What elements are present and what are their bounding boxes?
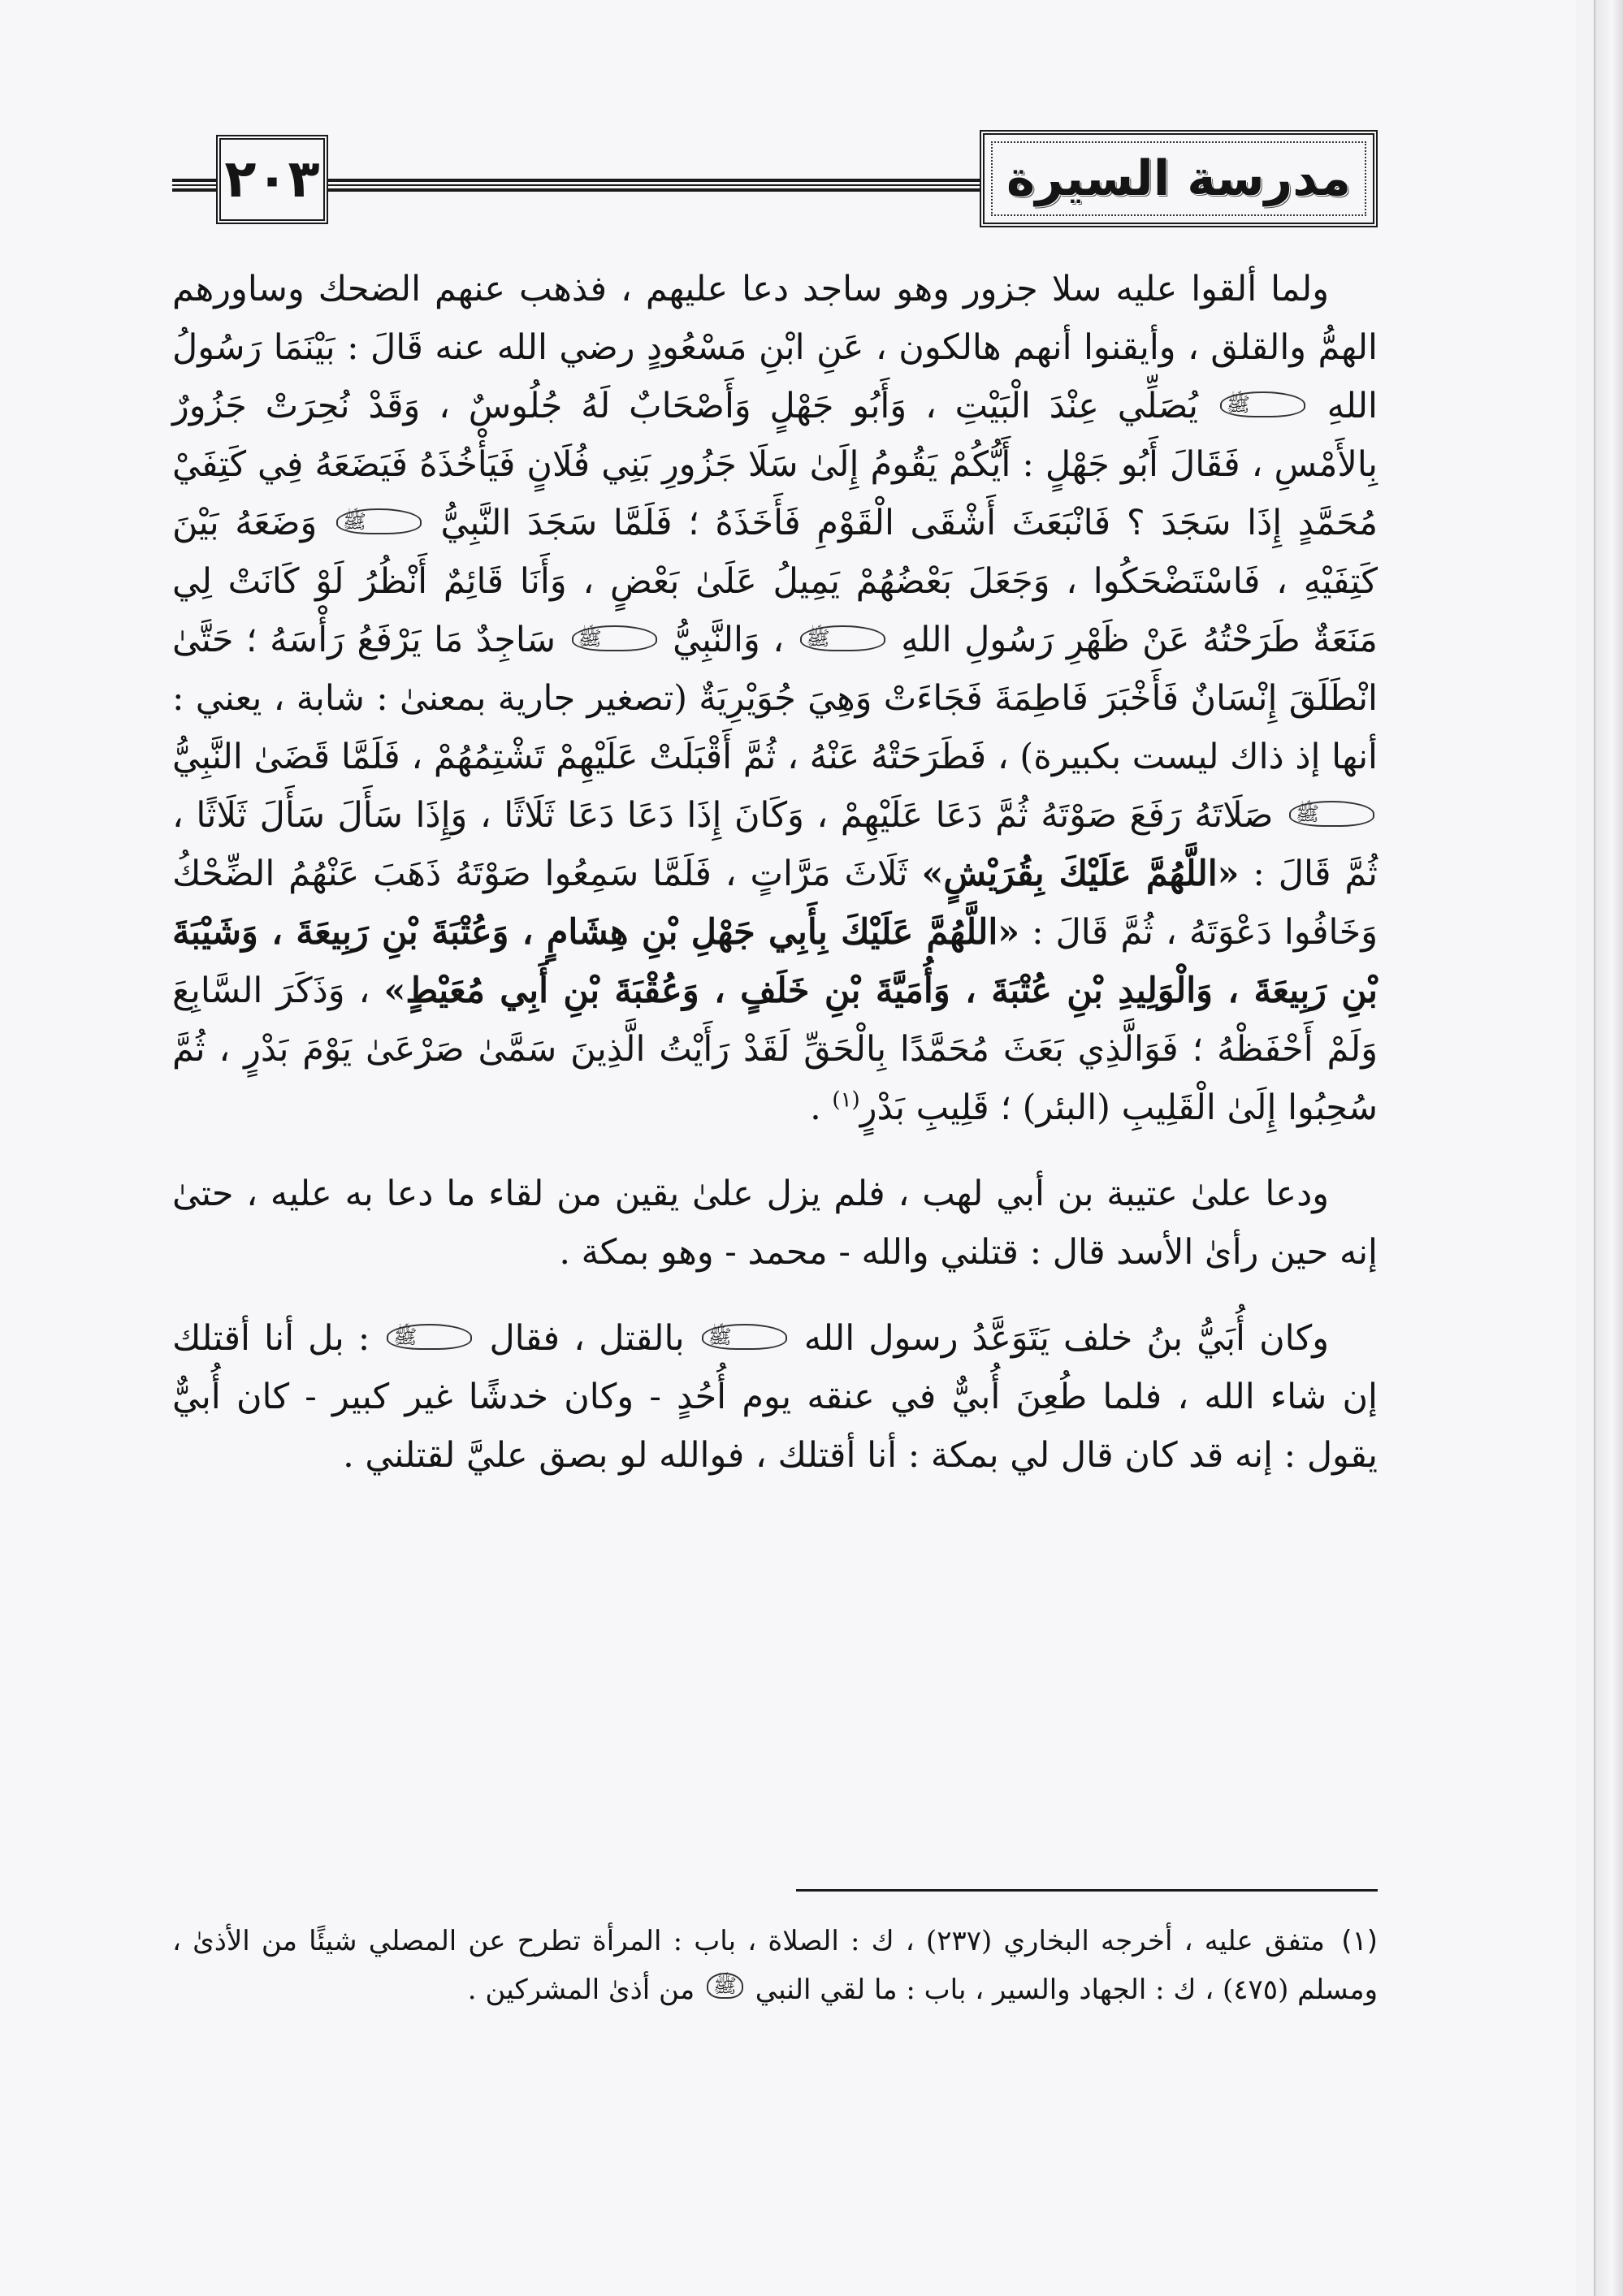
prayer-names-quote: «اللَّهُمَّ عَلَيْكَ بِأَبِي جَهْلِ بْنِ هِشَامٍ ، وَعُتْبَةَ بْنِ رَبِيعَةَ ، وَشَيْبَةَ بْنِ رَبِيعَةَ ، وَالْوَلِيدِ بْنِ عُتْبَةَ ، وَأُمَيَّةَ بْنِ خَلَفٍ ، وَعُقْبَةَ بْنِ أَبِي مُعَيْطٍ»	[172, 912, 1378, 1011]
footnote-reference[interactable]: (١)	[832, 1087, 860, 1113]
salutation-icon: ﷺ	[1289, 801, 1374, 827]
page-edge	[1594, 0, 1623, 2296]
running-title: مدرسة السيرة	[1006, 150, 1351, 207]
page-number-frame	[216, 135, 328, 224]
paragraph-ubayy: وكان أُبَيُّ بنُ خلف يَتَوَعَّدُ رسول الله ﷺ بالقتل ، فقال ﷺ : بل أنا أقتلك إن شاء الله ، فلما طُعِنَ أُبيٌّ في عنقه يوم أُحُدٍ - وكان خدشًا غير كبير - كان أُبيٌّ يقول : إنه قد كان قال لي بمكة : أنا أقتلك ، فوالله لو بصق عليَّ لقتلني .	[172, 1318, 1378, 1476]
page-header	[172, 122, 1378, 227]
salutation-icon: ﷺ	[387, 1324, 472, 1350]
paragraph-hadith: ولما ألقوا عليه سلا جزور وهو ساجد دعا عليهم ، فذهب عنهم الضحك وساورهم الهمُّ والقلق ، وأيقنوا أنهم هالكون ، عَنِ ابْنِ مَسْعُودٍ رضي الله عنه قَالَ : بَيْنَمَا رَسُولُ اللهِ ﷺ يُصَلِّي عِنْدَ الْبَيْتِ ، وَأَبُو جَهْلٍ وَأَصْحَابٌ لَهُ جُلُوسٌ ، وَقَدْ نُحِرَتْ جَزُورٌ بِالأَمْسِ ، فَقَالَ أَبُو جَهْلٍ : أَيُّكُمْ يَقُومُ إِلَىٰ سَلَا جَزُورِ بَنِي فُلَانٍ فَيَأْخُذَهُ فَيَضَعَهُ فِي كَتِفَيْ مُحَمَّدٍ إِذَا سَجَدَ ؟ فَانْبَعَثَ أَشْقَى الْقَوْمِ فَأَخَذَهُ ؛ فَلَمَّا سَجَدَ النَّبِيُّ ﷺ وَضَعَهُ بَيْنَ كَتِفَيْهِ ، فَاسْتَضْحَكُوا ، وَجَعَلَ بَعْضُهُمْ يَمِيلُ عَلَىٰ بَعْضٍ ، وَأَنَا قَائِمٌ أَنْظُرُ لَوْ كَانَتْ لِي مَنَعَةٌ طَرَحْتُهُ عَنْ ظَهْرِ رَسُولِ اللهِ ﷺ ، وَالنَّبِيُّ ﷺ سَاجِدٌ مَا يَرْفَعُ رَأْسَهُ ؛ حَتَّىٰ انْطَلَقَ إِنْسَانٌ فَأَخْبَرَ فَاطِمَةَ فَجَاءَتْ وَهِيَ جُوَيْرِيَةٌ (تصغير جارية بمعنىٰ : شابة ، يعني : أنها إذ ذاك ليست بكبيرة) ، فَطَرَحَتْهُ عَنْهُ ، ثُمَّ أَقْبَلَتْ عَلَيْهِمْ تَشْتِمُهُمْ ، فَلَمَّا قَضَىٰ النَّبِيُّ ﷺ صَلَاتَهُ رَفَعَ صَوْتَهُ ثُمَّ دَعَا عَلَيْهِمْ ، وَكَانَ إِذَا دَعَا دَعَا ثَلَاثًا ، وَإِذَا سَأَلَ سَأَلَ ثَلَاثًا ، ثُمَّ قَالَ : «اللَّهُمَّ عَلَيْكَ بِقُرَيْشٍ» ثَلَاثَ مَرَّاتٍ ، فَلَمَّا سَمِعُوا صَوْتَهُ ذَهَبَ عَنْهُمُ الضِّحْكُ وَخَافُوا دَعْوَتَهُ ، ثُمَّ قَالَ : «اللَّهُمَّ عَلَيْكَ بِأَبِي جَهْلِ بْنِ هِشَامٍ ، وَعُتْبَةَ بْنِ رَبِيعَةَ ، وَشَيْبَةَ بْنِ رَبِيعَةَ ، وَالْوَلِيدِ بْنِ عُتْبَةَ ، وَأُمَيَّةَ بْنِ خَلَفٍ ، وَعُقْبَةَ بْنِ أَبِي مُعَيْطٍ» ، وَذَكَرَ السَّابِعَ وَلَمْ أَحْفَظْهُ ؛ فَوَالَّذِي بَعَثَ مُحَمَّدًا بِالْحَقِّ لَقَدْ رَأَيْتُ الَّذِينَ سَمَّىٰ صَرْعَىٰ يَوْمَ بَدْرٍ ، ثُمَّ سُحِبُوا إِلَىٰ الْقَلِيبِ (البئر) ؛ قَلِيبِ بَدْرٍ$^{(١)}$ .	[172, 269, 1378, 1128]
footnote: (١) متفق عليه ، أخرجه البخاري (٢٣٧) ، ك : الصلاة ، باب : المرأة تطرح عن المصلي شيئًا من الأذىٰ ، ومسلم (٤٧٥) ، ك : الجهاد والسير ، باب : ما لقي النبي ﷺ من أذىٰ المشركين .	[172, 1925, 1378, 2006]
paragraph-utaybah: ودعا علىٰ عتيبة بن أبي لهب ، فلم يزل علىٰ يقين من لقاء ما دعا به عليه ، حتىٰ إنه حين رأىٰ الأسد قال : قتلني والله - محمد - وهو بمكة .	[172, 1174, 1378, 1273]
salutation-icon: ﷺ	[1220, 391, 1305, 417]
salutation-icon: ﷺ	[702, 1324, 787, 1350]
salutation-icon: ﷺ	[707, 1973, 743, 1999]
footnote-separator	[796, 1889, 1378, 1892]
salutation-icon: ﷺ	[572, 625, 657, 651]
page-number: ٢٠٣	[224, 149, 320, 210]
running-title-frame	[980, 130, 1378, 227]
main-text	[172, 260, 1378, 1512]
salutation-icon: ﷺ	[336, 508, 422, 534]
footnote-marker: (١)	[1341, 1925, 1378, 1957]
salutation-icon: ﷺ	[800, 625, 885, 651]
prayer-quote: «اللَّهُمَّ عَلَيْكَ بِقُرَيْشٍ»	[921, 854, 1240, 894]
